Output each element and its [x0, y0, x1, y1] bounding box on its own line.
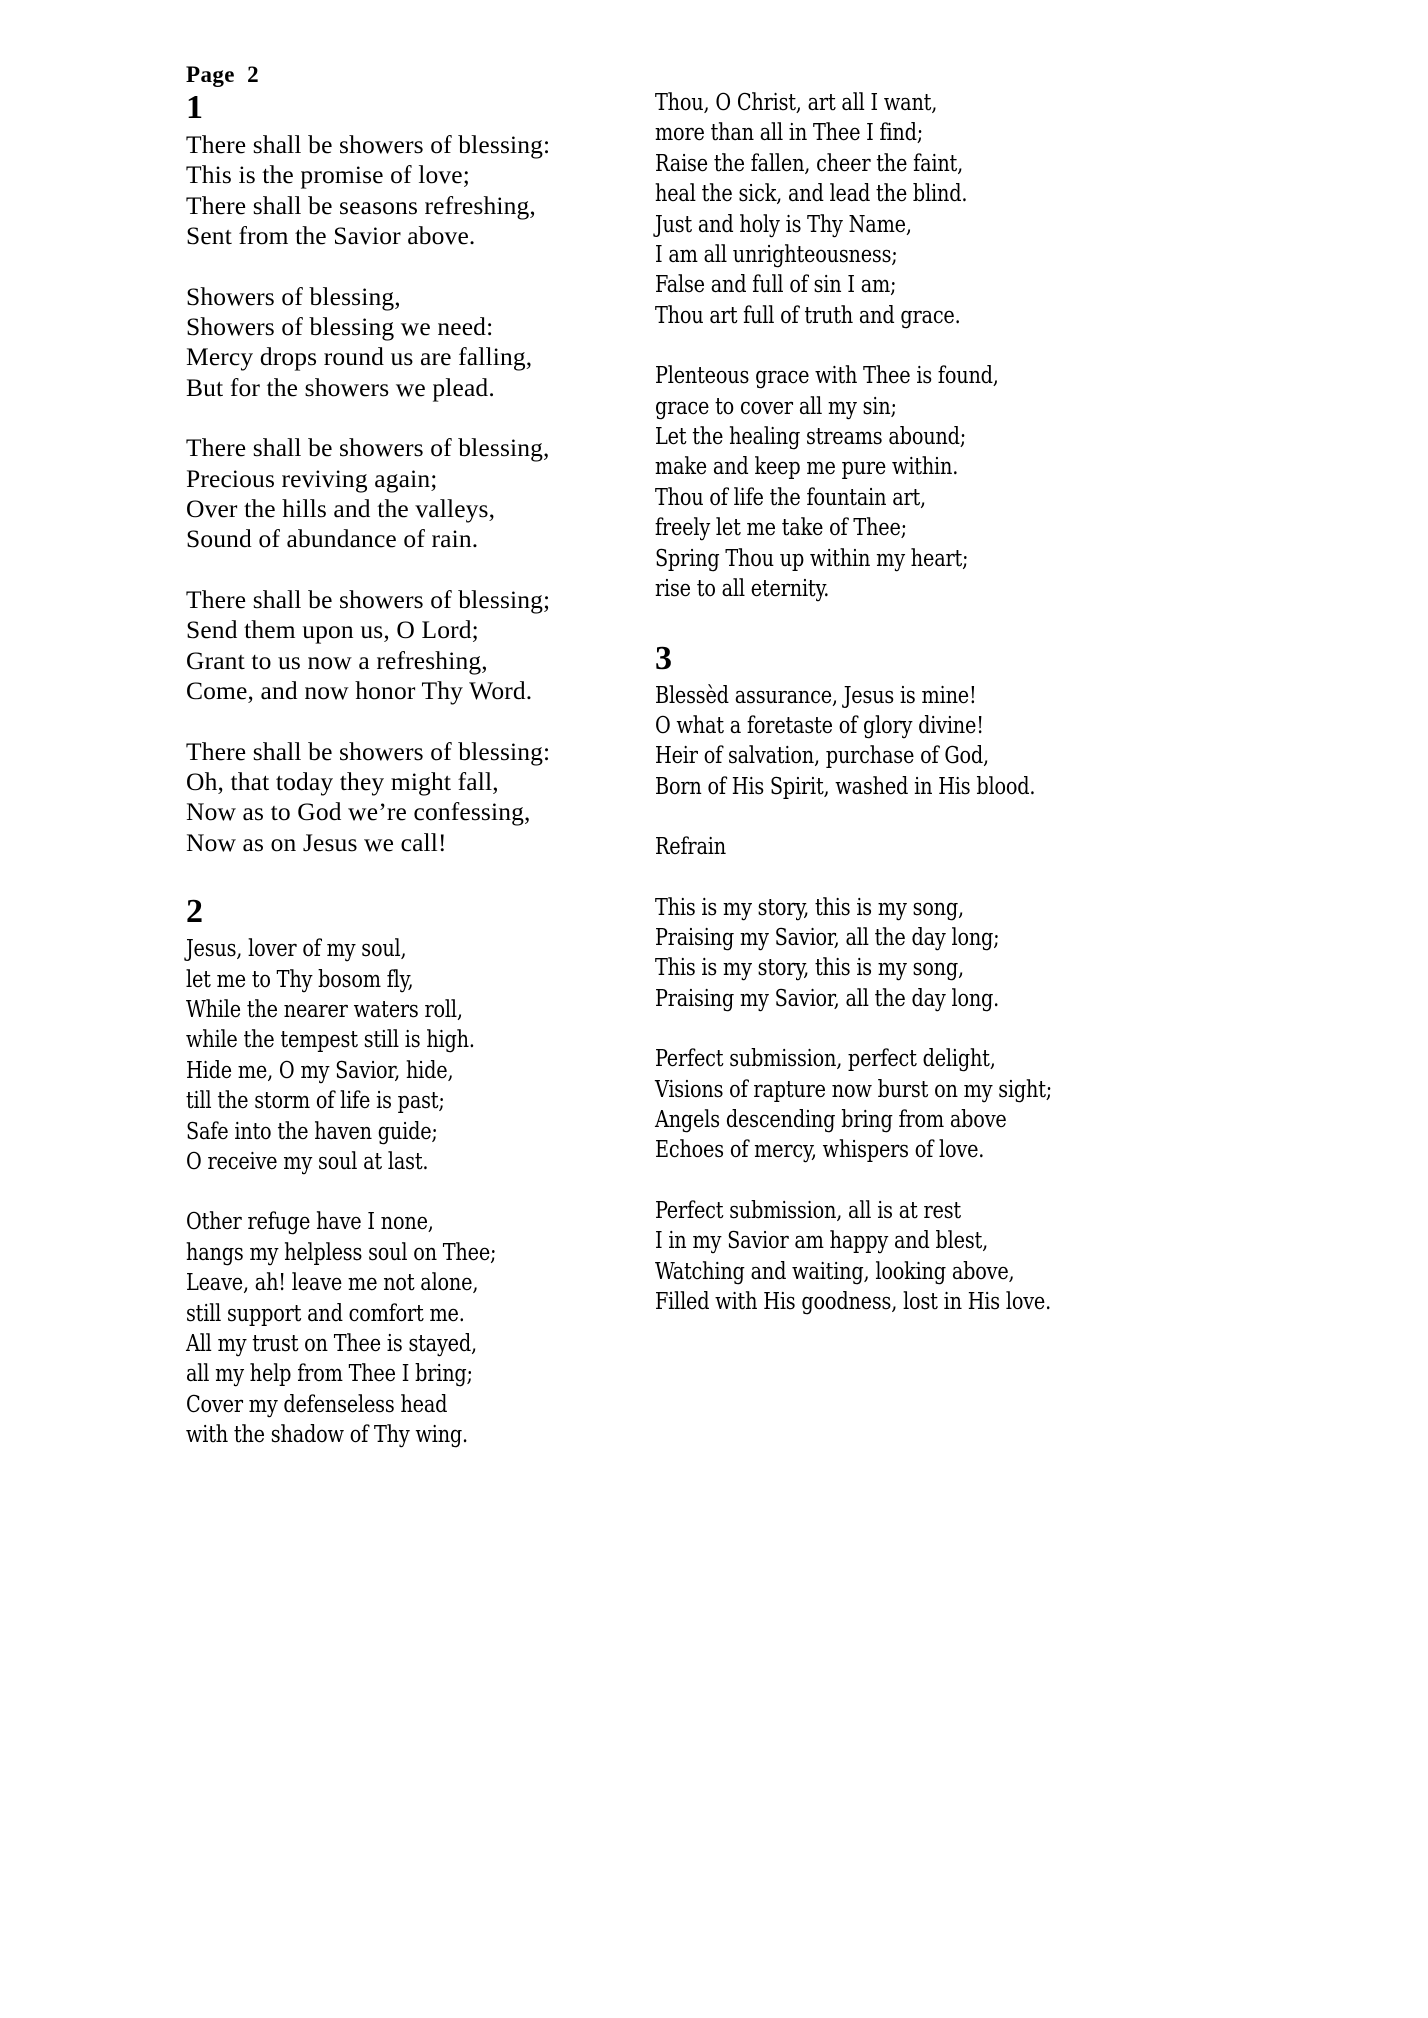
lyric-line: Praising my Savior, all the day long; — [655, 924, 1000, 951]
lyric-line: Perfect submission, all is at rest — [655, 1197, 961, 1224]
lyric-line: rise to all eternity. — [655, 576, 830, 603]
lyric-line: This is the promise of love; — [186, 160, 470, 190]
lyric-line: more than all in Thee I find; — [655, 120, 924, 147]
lyric-line: O receive my soul at last. — [186, 1148, 429, 1175]
lyric-line: Grant to us now a refreshing, — [186, 645, 488, 675]
lyric-line: Precious reviving again; — [186, 463, 438, 493]
lyric-line: all my help from Thee I bring; — [186, 1361, 473, 1388]
lyric-line: Hide me, O my Savior, hide, — [186, 1057, 454, 1084]
lyric-line: Jesus, lover of my soul, — [186, 936, 407, 963]
song-2-stanza-4 — [655, 361, 1285, 604]
song-3 — [655, 639, 1285, 1318]
lyric-line: False and full of sin I am; — [655, 272, 897, 299]
page-header-label: Page — [186, 62, 235, 87]
song-2-number: 2 — [186, 893, 203, 931]
lyric-line: There shall be showers of blessing; — [186, 584, 551, 614]
song-2-stanza-2 — [186, 1207, 616, 1450]
lyric-line: let me to Thy bosom fly, — [186, 966, 414, 993]
lyric-line: Plenteous grace with Thee is found, — [655, 363, 999, 390]
song-1-stanza-3 — [186, 433, 616, 555]
lyric-line: till the storm of life is past; — [186, 1088, 445, 1115]
song-2-stanza-1 — [186, 934, 616, 1177]
lyric-line: There shall be showers of blessing, — [186, 433, 550, 463]
lyric-line: make and keep me pure within. — [655, 454, 959, 481]
lyric-line: Raise the fallen, cheer the faint, — [655, 150, 964, 177]
lyric-line: Send them upon us, O Lord; — [186, 615, 479, 645]
song-3-number: 3 — [655, 639, 672, 677]
lyric-line: Perfect submission, perfect delight, — [655, 1046, 996, 1073]
lyric-line: with the shadow of Thy wing. — [186, 1422, 468, 1449]
song-1-number: 1 — [186, 89, 203, 126]
lyric-line: Now as on Jesus we call! — [186, 827, 447, 857]
song-2-stanza-3 — [655, 88, 1285, 331]
lyric-line: Born of His Spirit, washed in His blood. — [655, 773, 1036, 800]
page-header-number: 2 — [247, 62, 260, 87]
lyric-line: heal the sick, and lead the blind. — [655, 181, 968, 208]
lyric-line: I am all unrighteousness; — [655, 242, 898, 269]
lyric-line: Leave, ah! leave me not alone, — [186, 1270, 479, 1297]
lyric-line: Now as to God we’re confessing, — [186, 797, 531, 827]
column-left — [186, 88, 616, 1451]
song-2 — [186, 892, 616, 1451]
lyric-line: Just and holy is Thy Name, — [655, 211, 912, 238]
lyric-line: Blessèd assurance, Jesus is mine! — [655, 682, 977, 709]
lyric-line: Praising my Savior, all the day long. — [655, 985, 1000, 1012]
lyric-line: But for the showers we plead. — [186, 372, 495, 402]
column-right — [655, 88, 1285, 1317]
song-1-stanza-1 — [186, 130, 616, 252]
song-3-refrain — [655, 893, 1285, 1015]
lyric-line: Thou of life the fountain art, — [655, 484, 926, 511]
song-1-stanza-5 — [186, 737, 616, 859]
lyric-line: Safe into the haven guide; — [186, 1118, 438, 1145]
lyric-line: There shall be showers of blessing: — [186, 736, 551, 766]
lyric-line: Over the hills and the valleys, — [186, 494, 496, 524]
lyric-line: freely let me take of Thee; — [655, 515, 907, 542]
song-3-refrain-label-block — [655, 832, 1285, 862]
section-spacer — [186, 858, 616, 892]
lyric-line: Oh, that today they might fall, — [186, 766, 499, 796]
lyric-line: O what a foretaste of glory divine! — [655, 712, 984, 739]
lyric-line: Let the healing streams abound; — [655, 424, 967, 451]
song-1 — [186, 88, 616, 858]
lyric-line: Come, and now honor Thy Word. — [186, 676, 533, 706]
lyric-line: while the tempest still is high. — [186, 1027, 475, 1054]
lyric-line: Mercy drops round us are falling, — [186, 342, 533, 372]
song-1-stanza-4 — [186, 585, 616, 707]
song-3-stanza-1 — [655, 681, 1285, 803]
lyric-line: Sent from the Savior above. — [186, 221, 476, 251]
song-1-stanza-2 — [186, 282, 616, 404]
lyric-line: Sound of abundance of rain. — [186, 524, 479, 554]
page-header — [186, 62, 259, 88]
lyric-line: I in my Savior am happy and blest, — [655, 1228, 988, 1255]
lyric-line: Showers of blessing we need: — [186, 312, 494, 342]
lyric-line: Thou art full of truth and grace. — [655, 302, 961, 329]
lyric-line: grace to cover all my sin; — [655, 393, 897, 420]
lyric-line: While the nearer waters roll, — [186, 996, 463, 1023]
song-3-stanza-3 — [655, 1196, 1285, 1318]
lyric-line: Heir of salvation, purchase of God, — [655, 743, 989, 770]
lyric-line: Spring Thou up within my heart; — [655, 545, 969, 572]
lyric-line: still support and comfort me. — [186, 1300, 465, 1327]
lyric-line: Thou, O Christ, art all I want, — [655, 90, 938, 116]
lyric-line: There shall be seasons refreshing, — [186, 190, 536, 220]
lyric-line: Other refuge have I none, — [186, 1209, 434, 1236]
lyric-line: Watching and waiting, looking above, — [655, 1258, 1015, 1285]
section-spacer — [655, 605, 1285, 639]
refrain-label: Refrain — [655, 834, 726, 861]
song-3-stanza-2 — [655, 1044, 1285, 1166]
lyric-line: All my trust on Thee is stayed, — [186, 1331, 477, 1357]
lyric-line: Visions of rapture now burst on my sight; — [655, 1076, 1053, 1103]
lyric-line: This is my story, this is my song, — [655, 894, 964, 921]
lyric-line: This is my story, this is my song, — [655, 955, 964, 982]
song-2-continuation — [655, 88, 1285, 605]
lyric-line: Showers of blessing, — [186, 281, 401, 311]
lyric-line: There shall be showers of blessing: — [186, 130, 551, 159]
lyric-line: hangs my helpless soul on Thee; — [186, 1239, 497, 1266]
lyric-line: Cover my defenseless head — [186, 1391, 448, 1418]
lyric-line: Angels descending bring from above — [655, 1106, 1007, 1133]
lyric-line: Filled with His goodness, lost in His love. — [655, 1289, 1052, 1315]
lyric-line: Echoes of mercy, whispers of love. — [655, 1137, 985, 1164]
